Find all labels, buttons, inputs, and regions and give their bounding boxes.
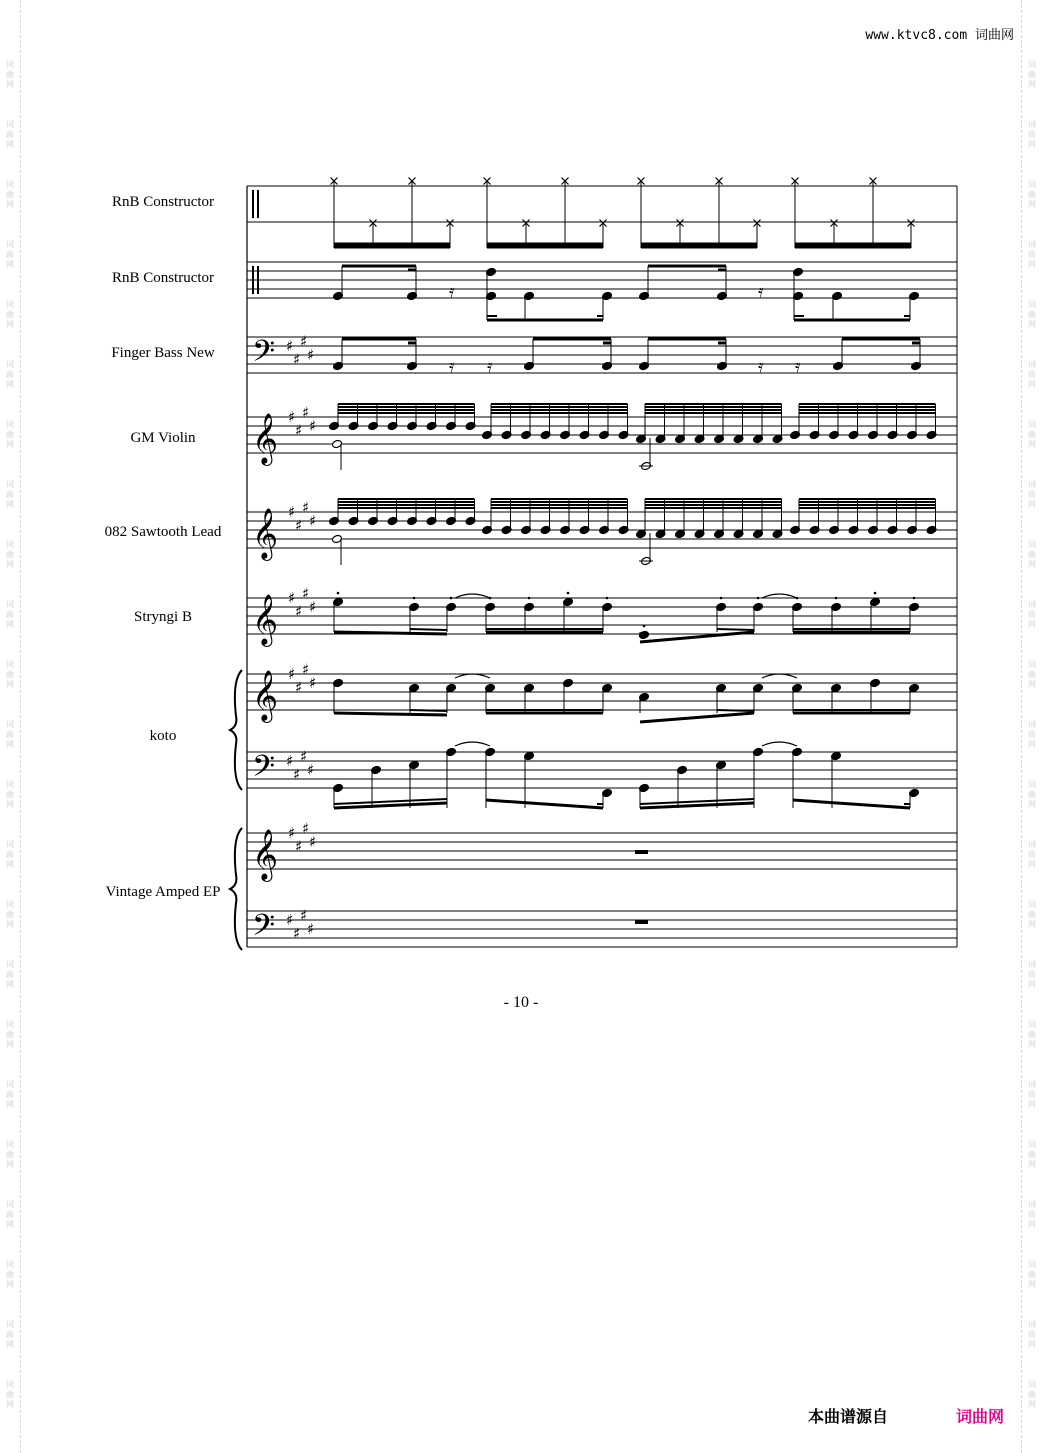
instrument-label-gm-violin: GM Violin <box>130 430 196 446</box>
sharp-sign: ♯ <box>286 752 294 770</box>
staccato-dot <box>757 597 760 600</box>
sharp-sign: ♯ <box>288 824 296 842</box>
sharp-sign: ♯ <box>309 833 317 851</box>
staccato-dot <box>643 625 646 628</box>
sixteenth-rest: 𝄿 <box>795 356 801 377</box>
watermark-glyphs: 词 曲 网 <box>1028 1260 1036 1289</box>
watermark-glyphs: 词 曲 网 <box>1028 300 1036 329</box>
staccato-dot <box>606 597 609 600</box>
tie <box>455 674 490 678</box>
sharp-sign: ♯ <box>309 417 317 435</box>
treble-clef: 𝄞 <box>252 670 279 721</box>
site-name: 词曲网 <box>974 28 1014 43</box>
beam <box>640 713 754 722</box>
beam <box>793 800 910 808</box>
staccato-dot <box>835 597 838 600</box>
sixteenth-rest: 𝄿 <box>487 356 493 377</box>
instrument-label-rnb-constructor-2: RnB Constructor <box>111 270 215 286</box>
watermark-glyphs: 词 曲 网 <box>6 660 14 689</box>
treble-clef: 𝄞 <box>252 413 279 464</box>
whole-rest <box>635 850 648 854</box>
treble-clef: 𝄞 <box>252 829 279 880</box>
sharp-sign: ♯ <box>295 837 303 856</box>
ep-brace <box>230 828 242 950</box>
sharp-sign: ♯ <box>302 819 310 838</box>
watermark-glyphs: 词 曲 网 <box>1028 1200 1036 1229</box>
staccato-dot <box>913 597 916 600</box>
staccato-dot <box>450 597 453 600</box>
watermark-glyphs: 词 曲 网 <box>6 600 14 629</box>
page-number: - 10 - <box>503 994 539 1011</box>
footer-site-link[interactable]: 词曲网 <box>956 1407 1005 1426</box>
treble-clef: 𝄞 <box>252 594 279 645</box>
beam <box>334 632 447 634</box>
watermark-glyphs: 词 曲 网 <box>1028 120 1036 149</box>
tie <box>762 594 797 598</box>
sharp-sign: ♯ <box>302 584 310 603</box>
instrument-label-stryngi-b: Stryngi B <box>134 609 192 625</box>
sharp-sign: ♯ <box>295 602 303 621</box>
staccato-dot <box>528 597 531 600</box>
watermark-glyphs: 词 曲 网 <box>1028 180 1036 209</box>
tie <box>762 742 797 746</box>
sharp-sign: ♯ <box>302 498 310 517</box>
beam <box>334 713 447 715</box>
sharp-sign: ♯ <box>288 408 296 426</box>
sharp-sign: ♯ <box>288 665 296 683</box>
sharp-sign: ♯ <box>300 332 308 351</box>
sharp-sign: ♯ <box>288 503 296 521</box>
staccato-dot <box>720 597 723 600</box>
watermark-glyphs: 词 曲 网 <box>6 300 14 329</box>
staccato-dot <box>413 597 416 600</box>
watermark-glyphs: 词 曲 网 <box>6 540 14 569</box>
instrument-label-finger-bass: Finger Bass New <box>111 345 215 361</box>
watermark-glyphs: 词 曲 网 <box>1028 900 1036 929</box>
watermark-glyphs: 词 曲 网 <box>1028 60 1036 89</box>
watermark-glyphs: 词 曲 网 <box>1028 600 1036 629</box>
sixteenth-rest: 𝄿 <box>449 356 455 377</box>
watermark-glyphs: 词 曲 网 <box>6 840 14 869</box>
staccato-dot <box>567 592 570 595</box>
tie <box>455 742 490 746</box>
sharp-sign: ♯ <box>293 924 301 943</box>
treble-clef: 𝄞 <box>252 508 279 559</box>
watermark-glyphs: 词 曲 网 <box>6 780 14 809</box>
sharp-sign: ♯ <box>302 403 310 422</box>
watermark-glyphs: 词 曲 网 <box>6 1020 14 1049</box>
staccato-dot <box>874 592 877 595</box>
beam <box>717 629 754 630</box>
watermark-glyphs: 词 曲 网 <box>6 1260 14 1289</box>
footer-source-label: 本曲谱源自 <box>808 1407 889 1426</box>
instrument-label-vintage-ep: Vintage Amped EP <box>105 884 221 900</box>
beam <box>486 800 603 808</box>
sharp-sign: ♯ <box>309 512 317 530</box>
beam <box>410 710 447 711</box>
sharp-sign: ♯ <box>286 911 294 929</box>
sharp-sign: ♯ <box>300 906 308 925</box>
bass-clef: 𝄢 <box>252 909 276 950</box>
watermark-glyphs: 词 曲 网 <box>1028 780 1036 809</box>
watermark-glyphs: 词 曲 网 <box>1028 360 1036 389</box>
sharp-sign: ♯ <box>307 346 315 364</box>
watermark-glyphs: 词 曲 网 <box>6 1140 14 1169</box>
watermark-glyphs: 词 曲 网 <box>1028 240 1036 269</box>
koto-brace <box>230 670 242 790</box>
watermark-glyphs: 词 曲 网 <box>1028 1020 1036 1049</box>
watermark-glyphs: 词 曲 网 <box>1028 720 1036 749</box>
watermark-glyphs: 词 曲 网 <box>1028 840 1036 869</box>
bass-clef: 𝄢 <box>252 335 276 376</box>
watermark-glyphs: 词 曲 网 <box>6 60 14 89</box>
whole-rest <box>635 920 648 924</box>
watermark-glyphs: 词 曲 网 <box>1028 420 1036 449</box>
sharp-sign: ♯ <box>286 337 294 355</box>
sharp-sign: ♯ <box>295 678 303 697</box>
sharp-sign: ♯ <box>302 660 310 679</box>
sharp-sign: ♯ <box>293 765 301 784</box>
staccato-dot <box>337 592 340 595</box>
watermark-glyphs: 词 曲 网 <box>1028 540 1036 569</box>
sharp-sign: ♯ <box>300 747 308 766</box>
watermark-glyphs: 词 曲 网 <box>1028 1320 1036 1349</box>
watermark-glyphs: 词 曲 网 <box>1028 1080 1036 1109</box>
instrument-label-koto: koto <box>149 728 177 744</box>
sixteenth-rest: 𝄿 <box>758 356 764 377</box>
watermark-glyphs: 词 曲 网 <box>6 1080 14 1109</box>
watermark-glyphs: 词 曲 网 <box>6 480 14 509</box>
bass-clef: 𝄢 <box>252 750 276 791</box>
watermark-glyphs: 词 曲 网 <box>6 240 14 269</box>
site-url-link[interactable]: www.ktvc8.com <box>865 28 968 43</box>
watermark-glyphs: 词 曲 网 <box>6 1320 14 1349</box>
watermark-glyphs: 词 曲 网 <box>6 1380 14 1409</box>
sixteenth-rest: 𝄿 <box>758 281 764 302</box>
instrument-label-rnb-constructor-1: RnB Constructor <box>111 194 215 210</box>
sharp-sign: ♯ <box>307 761 315 779</box>
watermark-glyphs: 词 曲 网 <box>6 420 14 449</box>
watermark-glyphs: 词 曲 网 <box>1028 960 1036 989</box>
watermark-glyphs: 词 曲 网 <box>6 900 14 929</box>
sharp-sign: ♯ <box>309 598 317 616</box>
sharp-sign: ♯ <box>293 350 301 369</box>
tie <box>762 674 797 678</box>
watermark-glyphs: 词 曲 网 <box>6 120 14 149</box>
watermark-glyphs: 词 曲 网 <box>1028 1380 1036 1409</box>
sharp-sign: ♯ <box>295 516 303 535</box>
sharp-sign: ♯ <box>309 674 317 692</box>
watermark-glyphs: 词 曲 网 <box>1028 1140 1036 1169</box>
sharp-sign: ♯ <box>295 421 303 440</box>
watermark-glyphs: 词 曲 网 <box>6 1200 14 1229</box>
watermark-glyphs: 词 曲 网 <box>6 360 14 389</box>
sharp-sign: ♯ <box>288 589 296 607</box>
beam <box>410 629 447 630</box>
watermark-glyphs: 词 曲 网 <box>6 960 14 989</box>
watermark-glyphs: 词 曲 网 <box>1028 480 1036 509</box>
tie <box>455 594 490 598</box>
watermark-glyphs: 词 曲 网 <box>6 720 14 749</box>
sixteenth-rest: 𝄿 <box>449 281 455 302</box>
sharp-sign: ♯ <box>307 920 315 938</box>
beam <box>717 710 754 711</box>
instrument-label-sawtooth-lead: 082 Sawtooth Lead <box>104 524 222 540</box>
watermark-glyphs: 词 曲 网 <box>6 180 14 209</box>
watermark-glyphs: 词 曲 网 <box>1028 660 1036 689</box>
